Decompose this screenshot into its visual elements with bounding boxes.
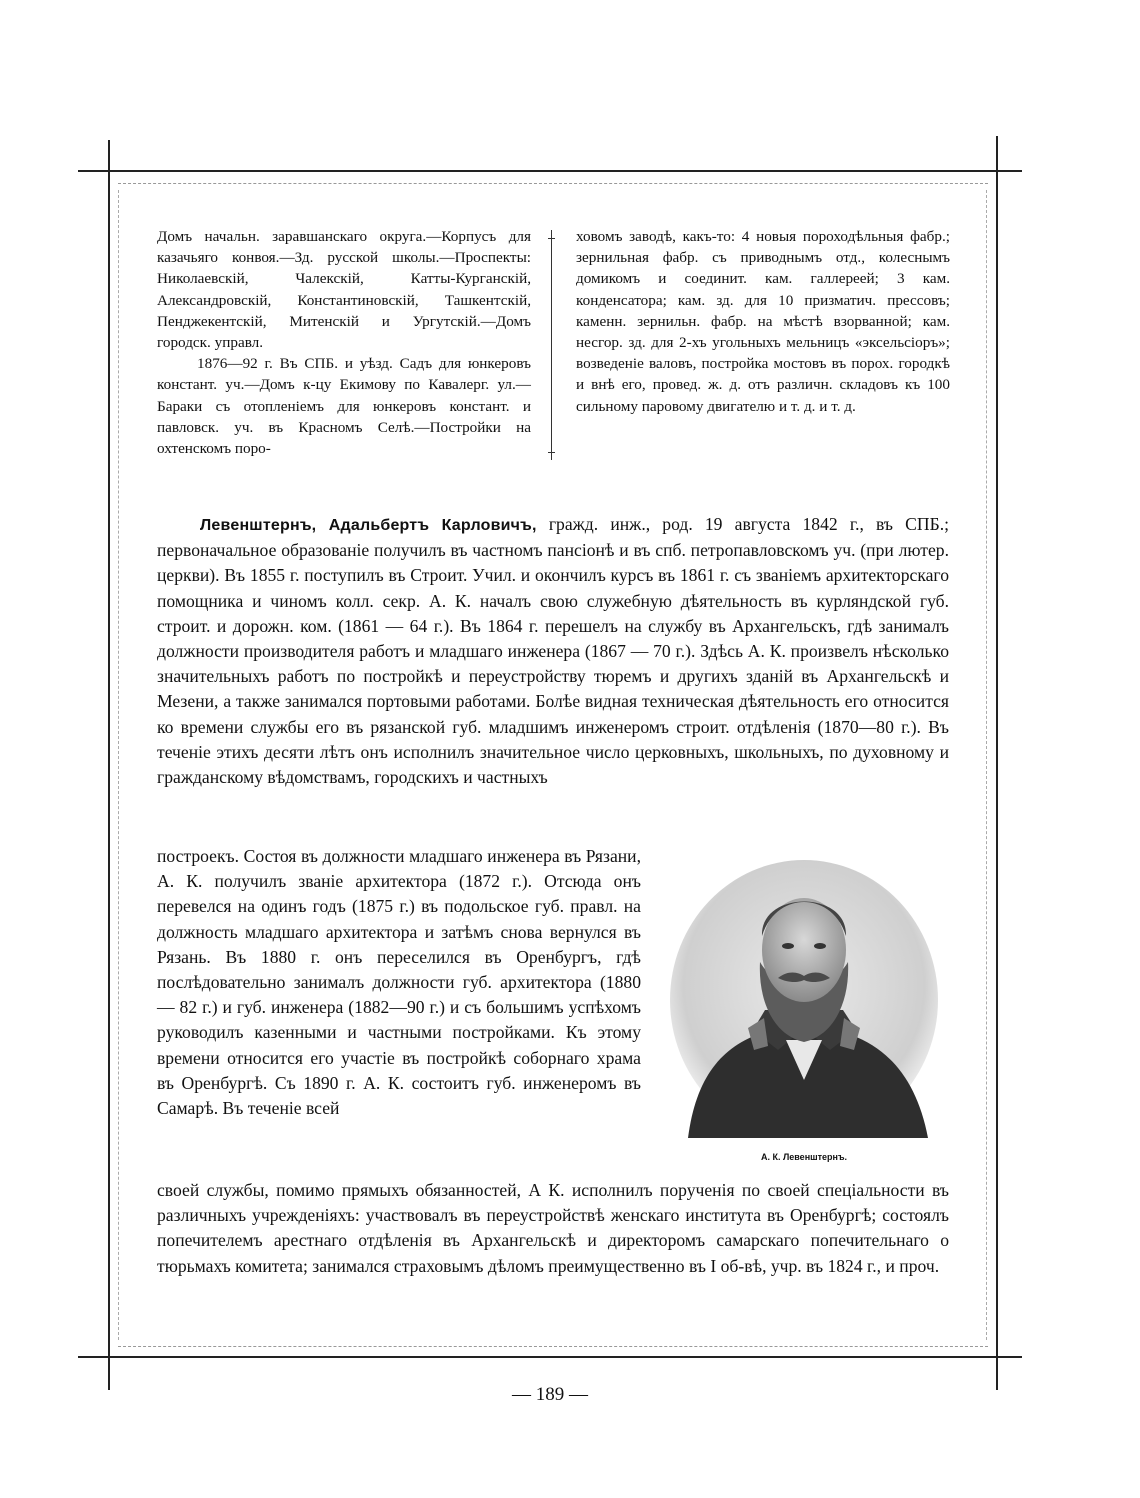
portrait-caption: А. К. Левенштернъ. [760,1152,848,1162]
frame-inner-bottom-dashes [118,1346,988,1348]
portrait-image [668,850,940,1138]
left-column [157,226,531,459]
frame-right-rule [996,136,998,1390]
left-column-paragraph-2: 1876—92 г. Въ СПБ. и уѣзд. Садъ для юнкеровъ констант. уч.—Домъ к-цу Екимову по Кавалерг. ул.—Бараки съ отопленіемъ для юнкеровъ констант. и павловск. уч. въ Красномъ Селѣ.—Постройки на охтенскомъ поро- [157,355,531,458]
biography-name: Левенштернъ, Адальбертъ Карловичъ, [200,517,537,534]
left-column-paragraph-1: Домъ начальн. заравшанскаго округа.—Корпусъ для казачьяго конвоя.—Зд. русской школы.—Проспекты: Николаевскій, Чалекскій, Катты-Курганскій, Александровскій, Константиновскій, Ташкентскій, Пенджекентскій, Митенскій и Ургутскій.—Домъ городск. управл. [157,228,531,352]
biography-lead-text: гражд. инж., род. 19 августа 1842 г., въ СПБ.; первоначальное образованіе получилъ въ частномъ пансіонѣ и въ спб. петропавловскомъ уч. (при лютер. церкви). Въ 1855 г. поступилъ въ Строит. Учил. и окончилъ курсъ въ 1861 г. съ званіемъ архитекторскаго помощника и чиномъ колл. секр. А. К. началъ свою служебную дѣятельность въ курляндской губ. строит. и дорожн. ком. (1861 — 64 г.). Въ 1864 г. перешелъ на службу въ Архангельскъ, гдѣ занималъ должности производителя работъ и младшаго инженера (1867 — 70 г.). Здѣсь А. К. произвелъ нѣсколько значительныхъ работъ по постройкѣ и переустройству тюремъ и другихъ зданій въ Архангельскѣ и Мезени, а также занимался портовыми работами. Болѣе видная техническая дѣятельность его относится ко времени службы его въ рязанской губ. младшимъ инженеромъ строит. отдѣленія (1870—80 г.). Въ теченіе этихъ десяти лѣтъ онъ исполнилъ значительное число церковныхъ, школьныхъ, по духовному и гражданскому вѣдомствамъ, городскихъ и частныхъ [157,514,950,788]
frame-top-rule [78,170,1022,172]
biography-wrapped-text: построекъ. Состоя въ должности младшаго инженера въ Рязани, А. К. получилъ званіе архитектора (1872 г.). Отсюда онъ перевелся на одинъ годъ (1875 г.) въ подольское губ. правл. на должность младшаго архитектора и затѣмъ снова вернулся въ Рязань. Въ 1880 г. онъ переселился въ Оренбургъ, гдѣ послѣдовательно занималъ должности губ. архитектора (1880 — 82 г.) и губ. инженера (1882—90 г.) и съ большимъ успѣхомъ руководилъ казенными и частными постройками. Къ этому времени относится его участіе въ постройкѣ соборнаго храма въ Оренбургѣ. Съ 1890 г. А. К. состоитъ губ. инженеромъ въ Самарѣ. Въ теченіе всей [157,846,641,1119]
frame-left-rule [108,140,110,1390]
right-column [576,226,950,417]
frame-bottom-rule [78,1356,1022,1358]
biography-lead [157,512,949,790]
biography-tail-text: своей службы, помимо прямыхъ обязанностей, А К. исполнилъ порученія по своей спеціальности въ различныхъ учрежденіяхъ: участвовалъ въ переустройствѣ женскаго института въ Оренбургѣ; состоялъ попечителемъ арестнаго отдѣленія въ Архангельскѣ и директоромъ самарскаго попечительнаго о тюрьмахъ комитета; занимался страховымъ дѣломъ преимущественно въ I об-вѣ, учр. въ 1824 г., и проч. [157,1180,949,1276]
page-number: — 189 — [512,1384,588,1405]
right-column-paragraph-1: ховомъ заводѣ, какъ-то: 4 новыя пороходѣльныя фабр.; зернильная фабр. съ приводнымъ отд., колеснымъ домикомъ и соединит. кам. галлереей; 3 кам. конденсатора; кам. зд. для 10 призматич. прессовъ; каменн. зернильн. фабр. на мѣстѣ взорванной; кам. несгор. зд. для 2-хъ угольныхъ мельницъ «эксельсіоръ»; возведеніе валовъ, постройка мостовъ въ порох. городкѣ и внѣ его, провед. ж. д. отъ различн. складовъ къ 100 сильному паровому двигателю и т. д. и т. д. [576,228,950,415]
frame-inner-left-dashes [118,190,119,1340]
column-separator [551,230,552,460]
frame-inner-top-dashes [118,183,988,185]
frame-inner-right-dashes [986,190,987,1340]
